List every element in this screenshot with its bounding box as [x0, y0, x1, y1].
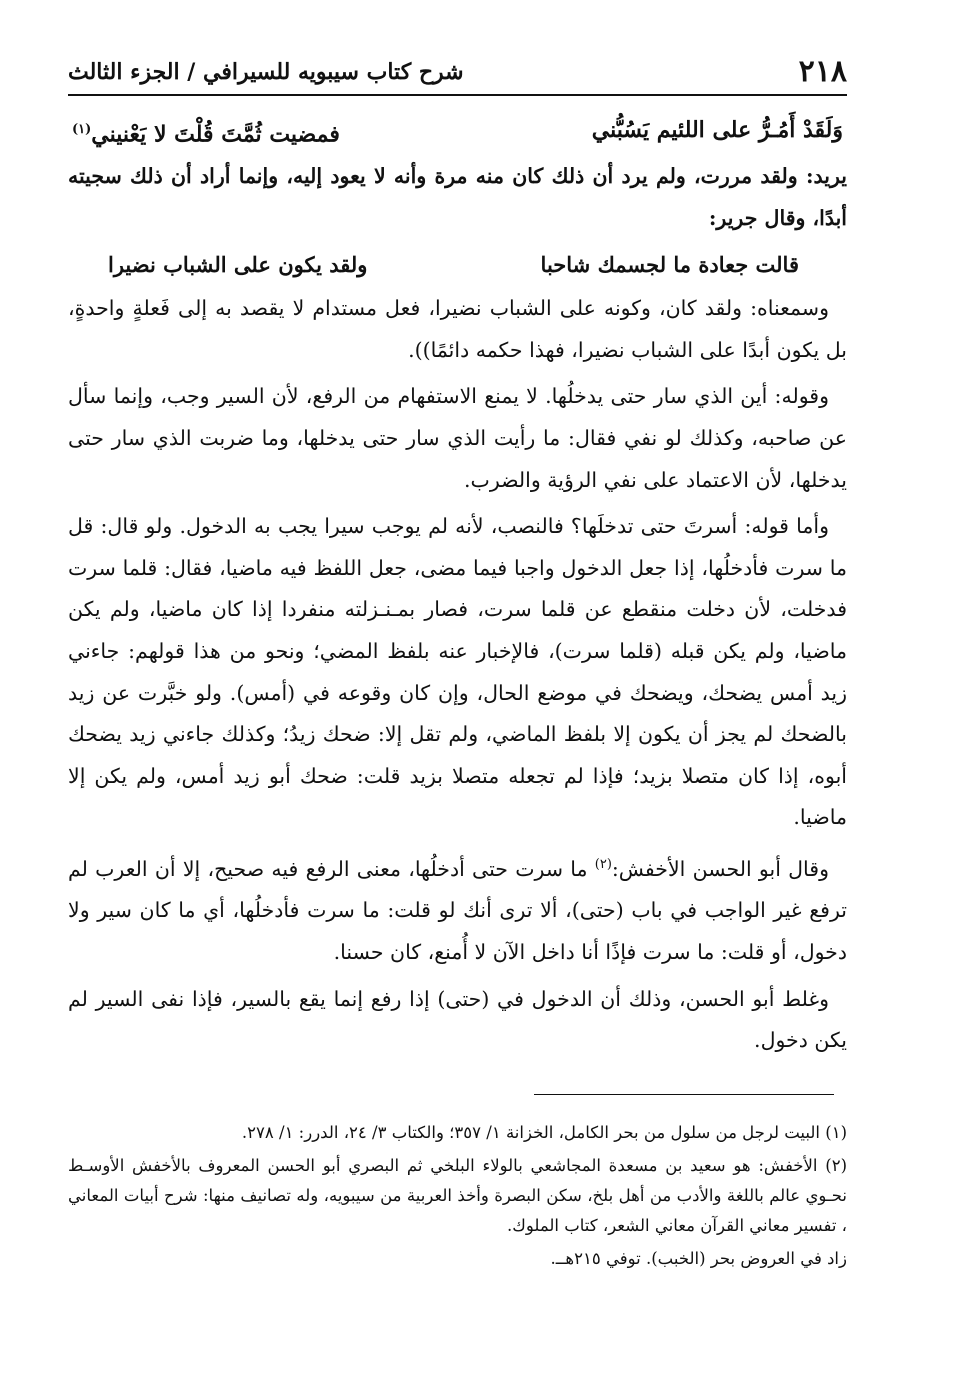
page-number: ٢١٨	[798, 54, 847, 89]
verse-couplet-2	[68, 244, 847, 288]
footnote-ref-1: (١)	[72, 122, 92, 137]
main-text	[68, 108, 847, 1067]
paragraph-5	[68, 844, 847, 974]
footnote-rule	[534, 1094, 834, 1095]
running-title: شرح كتاب سيبويه للسيرافي / الجزء الثالث	[68, 59, 464, 85]
verse-1-second-hemistich: فمضيت ثُمَّتَ قُلْتَ لا يَعْنيني$^{(١)}$	[72, 121, 340, 148]
paragraph-4: وأما قوله: أسرتَ حتى تدخلَها؟ فالنصب، لأنه لم يوجب سيرا يجب به الدخول. ولو قال: قل ما سرت فأدخلُها، إذا جعل الدخول واجبا فيما مضى، جعل اللفظ فيه ماضيا، فقال: قلما سرت فدخلت، لأن دخلت منقطع عن قلما سرت، فصار بمـنـزلته منفردا إذا كان ماضيا، ولم يكن ماضيا، ولم يكن قبله (قلما سرت)، فالإخبار عنه بلفظ المضي؛ ونحو من هذا قولهم: جاءني زيد أمس يضحك، ويضحك في موضع الحال، وإن كان وقوعه في (أمس). ولو خبَّرت عن زيد بالضحك لم يجز أن يكون إلا بلفظ الماضي، ولم تقل إلا: ضحك زيدُ؛ وكذلك جاءني زيد يضحك أبوه، إذا كان متصلا بزيد؛ فإذا لم تجعله متصلا بزيد قلت: ضحك أبو زيد أمس، ولم يكن إلا ماضيا.	[68, 514, 847, 830]
paragraph-5-rest: ما سرت حتى أدخلُها، معنى الرفع فيه صحيح، إلا أن العرب لم ترفع غير الواجب في باب (حتى)، ألا ترى أنك لو قلت: ما سرت فأدخلُها، أي ما كان سير ولا دخول، أو قلت: ما سرت فإذًا أنا داخل الآن لا أُمنع، كان حسنا.	[68, 856, 847, 964]
verse-1-first-hemistich: وَلَقَدْ أَمُـرُّ على اللئيم يَسُبُّني	[591, 117, 843, 143]
footnote-1: (١) البيت لرجل من سلول من بحر الكامل، الخزانة ١/ ٣٥٧؛ والكتاب ٣/ ٢٤، الدرر: ١/ ٢٧٨.	[241, 1123, 847, 1142]
header-rule	[68, 94, 847, 96]
page-header	[68, 52, 847, 96]
paragraph-2: وسمعناه: ولقد كان، وكونه على الشباب نضيرا، فعل مستدام لا يقصد به إلى فَعلةٍ واحدةٍ، بل يكون أبدًا على الشباب نضيرا، فهذا حكمه دائمًا)).	[68, 296, 847, 362]
verse-2-second-hemistich: ولقد يكون على الشباب نضيرا	[108, 252, 368, 278]
paragraph-1: يريد: ولقد مررت، ولم يرد أن ذلك كان منه مرة وأنه لا يعود إليه، وإنما أراد أن ذلك سجيته أبدًا، وقال جرير:	[68, 164, 847, 230]
footnote-ref-2: (٢)	[594, 856, 612, 872]
footnote-2-continued: زاد في العروض بحر (الخبب). توفي ٢١٥هــ.	[550, 1249, 847, 1268]
paragraph-3: وقوله: أين الذي سار حتى يدخلُها. لا يمنع الاستفهام من الرفع، لأن السير وجب، وإنما سأل عن صاحبه، وكذلك لو نفي فقال: ما رأيت الذي سار حتى يدخلها، وما ضربت الذي سار حتى يدخلها، لأن الاعتماد على نفي الرؤية والضرب.	[68, 384, 847, 492]
footnotes	[68, 1118, 847, 1277]
paragraph-5-lead: وقال أبو الحسن الأخفش:	[611, 856, 830, 881]
paragraph-6: وغلط أبو الحسن، وذلك أن الدخول في (حتى) إذا رفع إنما يقع بالسير، فإذا نفى السير لم يكن دخول.	[68, 986, 847, 1053]
verse-couplet-1	[68, 108, 847, 156]
verse-2-first-hemistich: قالت جعادة ما لجسمك شاحبا	[540, 252, 799, 278]
footnote-2: (٢) الأخفش: هو سعيد بن مسعدة المجاشعي بالولاء البلخي ثم البصري أبو الحسن المعروف بالأخفش الأوسـط نحـوي عالم باللغة والأدب من أهل بلخ، سكن البصرة وأخذ العربية من سيبويه، وله تصانيف منها: شرح أبيات المعاني ، تفسير معاني القرآن معاني الشعر، كتاب الملوك.	[68, 1156, 847, 1235]
